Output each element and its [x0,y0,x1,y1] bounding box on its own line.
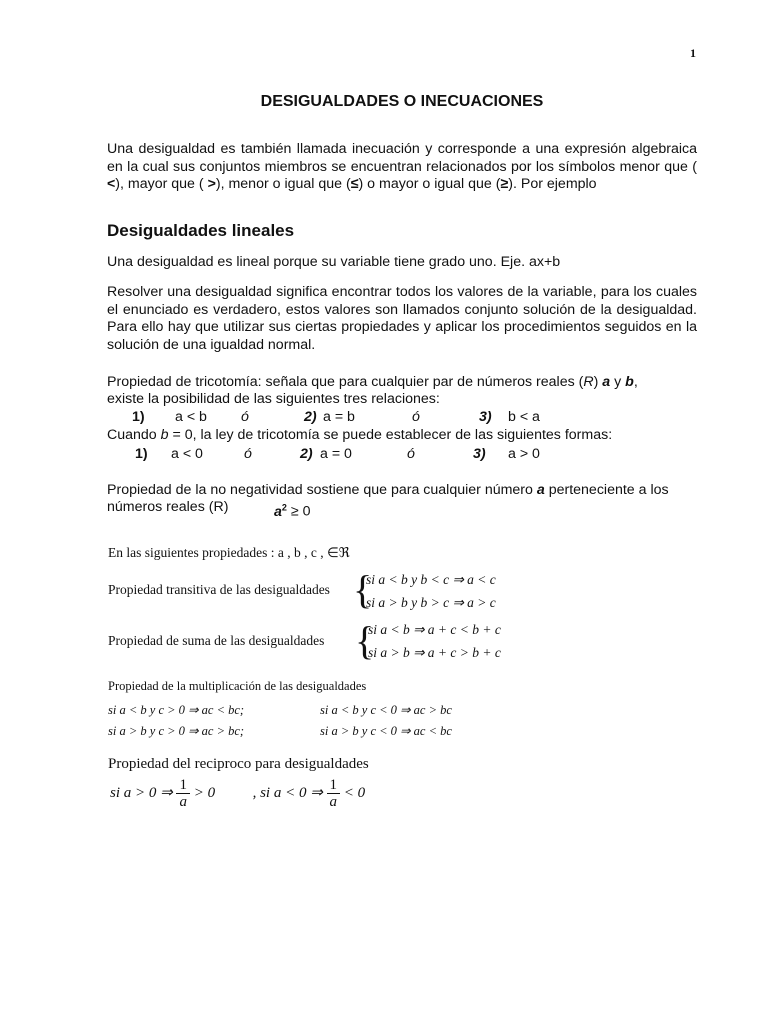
sum-case-1: si a < b ⇒ a + c < b + c [368,622,501,637]
intro-text-3: ), menor o igual que ( [215,176,351,193]
reciprocal-negative-result: < 0 [343,785,366,801]
page-number: 1 [690,46,696,60]
reciprocal-positive-result: > 0 [193,785,216,801]
brace-icon: { [353,567,373,612]
intro-text-5: ). Por ejemplo [508,176,597,193]
sum-case-2: si a > b ⇒ a + c > b + c [368,645,501,660]
reciprocal-positive-premise: si a > 0 ⇒ [110,785,173,801]
no-negatividad-line-1: Propiedad de la no negatividad sostiene que para cualquier número a perteneciente a los [107,482,669,498]
resolver-paragraph: Resolver una desigualdad significa encontrar todos los valores de la variable, para los cuales el enunciado es verdadero, estos valores son llamados conjunto solución de la desigualdad. Para ello hay que utilizar sus ciertas propiedades y aplicar los procedimientos seguidos en la solución de una igualdad normal. [107,284,697,353]
ge-symbol: ≥ [500,176,509,193]
fraction: $\frac{1}{a}$ [176,777,190,810]
relation-number: 1) [132,409,145,425]
intro-text-2: ), mayor que ( [115,176,204,193]
multiplication-case-2a: si a > b y c > 0 ⇒ ac > bc; [108,724,245,738]
page-title: DESIGUALDADES O INECUACIONES [260,93,544,110]
multiplication-case-2b: si a > b y c < 0 ⇒ ac < bc [320,724,452,738]
transitive-case-1: si a < b y b < c ⇒ a < c [366,572,496,587]
transitive-case-2: si a > b y b > c ⇒ a > c [366,595,496,610]
tricotomia-line-1: Propiedad de tricotomía: señala que para cualquier par de números reales (R) a y b, [107,374,638,390]
tricotomia-relations-row [107,408,667,426]
lt-symbol: < [107,176,116,193]
fraction: $\frac{1}{a}$ [327,777,341,810]
le-symbol: ≤ [350,176,359,193]
relation-number: 3) [479,409,492,425]
reciprocal-formula [110,776,365,810]
relation-number: 2) [304,409,317,425]
relation-or: ó [412,409,420,425]
properties-intro: En las siguientes propiedades : a , b , c , ∈ℜ [108,545,350,560]
nonneg-expression: $a^2 \ge 0$ [274,502,311,520]
multiplication-case-1a: si a < b y c > 0 ⇒ ac < bc; [108,703,245,717]
gt-symbol: > [207,176,216,193]
relation-expr: a < 0 [171,446,203,462]
relation-number: 2) [300,446,313,462]
tricotomia-zero-row [107,445,667,463]
no-negatividad-line-2: números reales (R) $a^2 \ge 0$ [107,499,311,520]
reciprocal-label: Propiedad del reciproco para desigualdades [108,756,369,772]
relation-number: 3) [473,446,486,462]
reciprocal-negative-premise: , si a < 0 ⇒ [252,785,323,801]
lineal-paragraph: Una desigualdad es lineal porque su variable tiene grado uno. Eje. ax+b [107,254,561,270]
relation-expr: a = b [323,409,355,425]
relation-or: ó [407,446,415,462]
multiplication-label: Propiedad de la multiplicación de las desigualdades [108,679,367,693]
intro-paragraph [107,141,697,194]
intro-text-4: ) o mayor o igual que ( [358,176,501,193]
relation-expr: a = 0 [320,446,352,462]
relation-or: ó [244,446,252,462]
relation-expr: a > 0 [508,446,540,462]
section-heading: Desigualdades lineales [107,221,295,240]
relation-expr: a < b [175,409,207,425]
multiplication-case-1b: si a < b y c < 0 ⇒ ac > bc [320,703,452,717]
brace-icon: { [355,618,375,663]
transitive-label: Propiedad transitiva de las desigualdades [108,582,330,597]
sum-label: Propiedad de suma de las desigualdades [108,633,325,648]
intro-text-1: Una desigualdad es también llamada inecuación y corresponde a una expresión algebraica en la cual sus conjuntos miembros se encuentran relacionados por los símbolos menor que ( [107,141,697,175]
tricotomia-line-2: existe la posibilidad de las siguientes tres relaciones: [107,391,440,407]
relation-number: 1) [135,446,148,462]
relation-or: ó [241,409,249,425]
cuando-line: Cuando b = 0, la ley de tricotomía se puede establecer de las siguientes formas: [107,427,613,443]
relation-expr: b < a [508,409,540,425]
